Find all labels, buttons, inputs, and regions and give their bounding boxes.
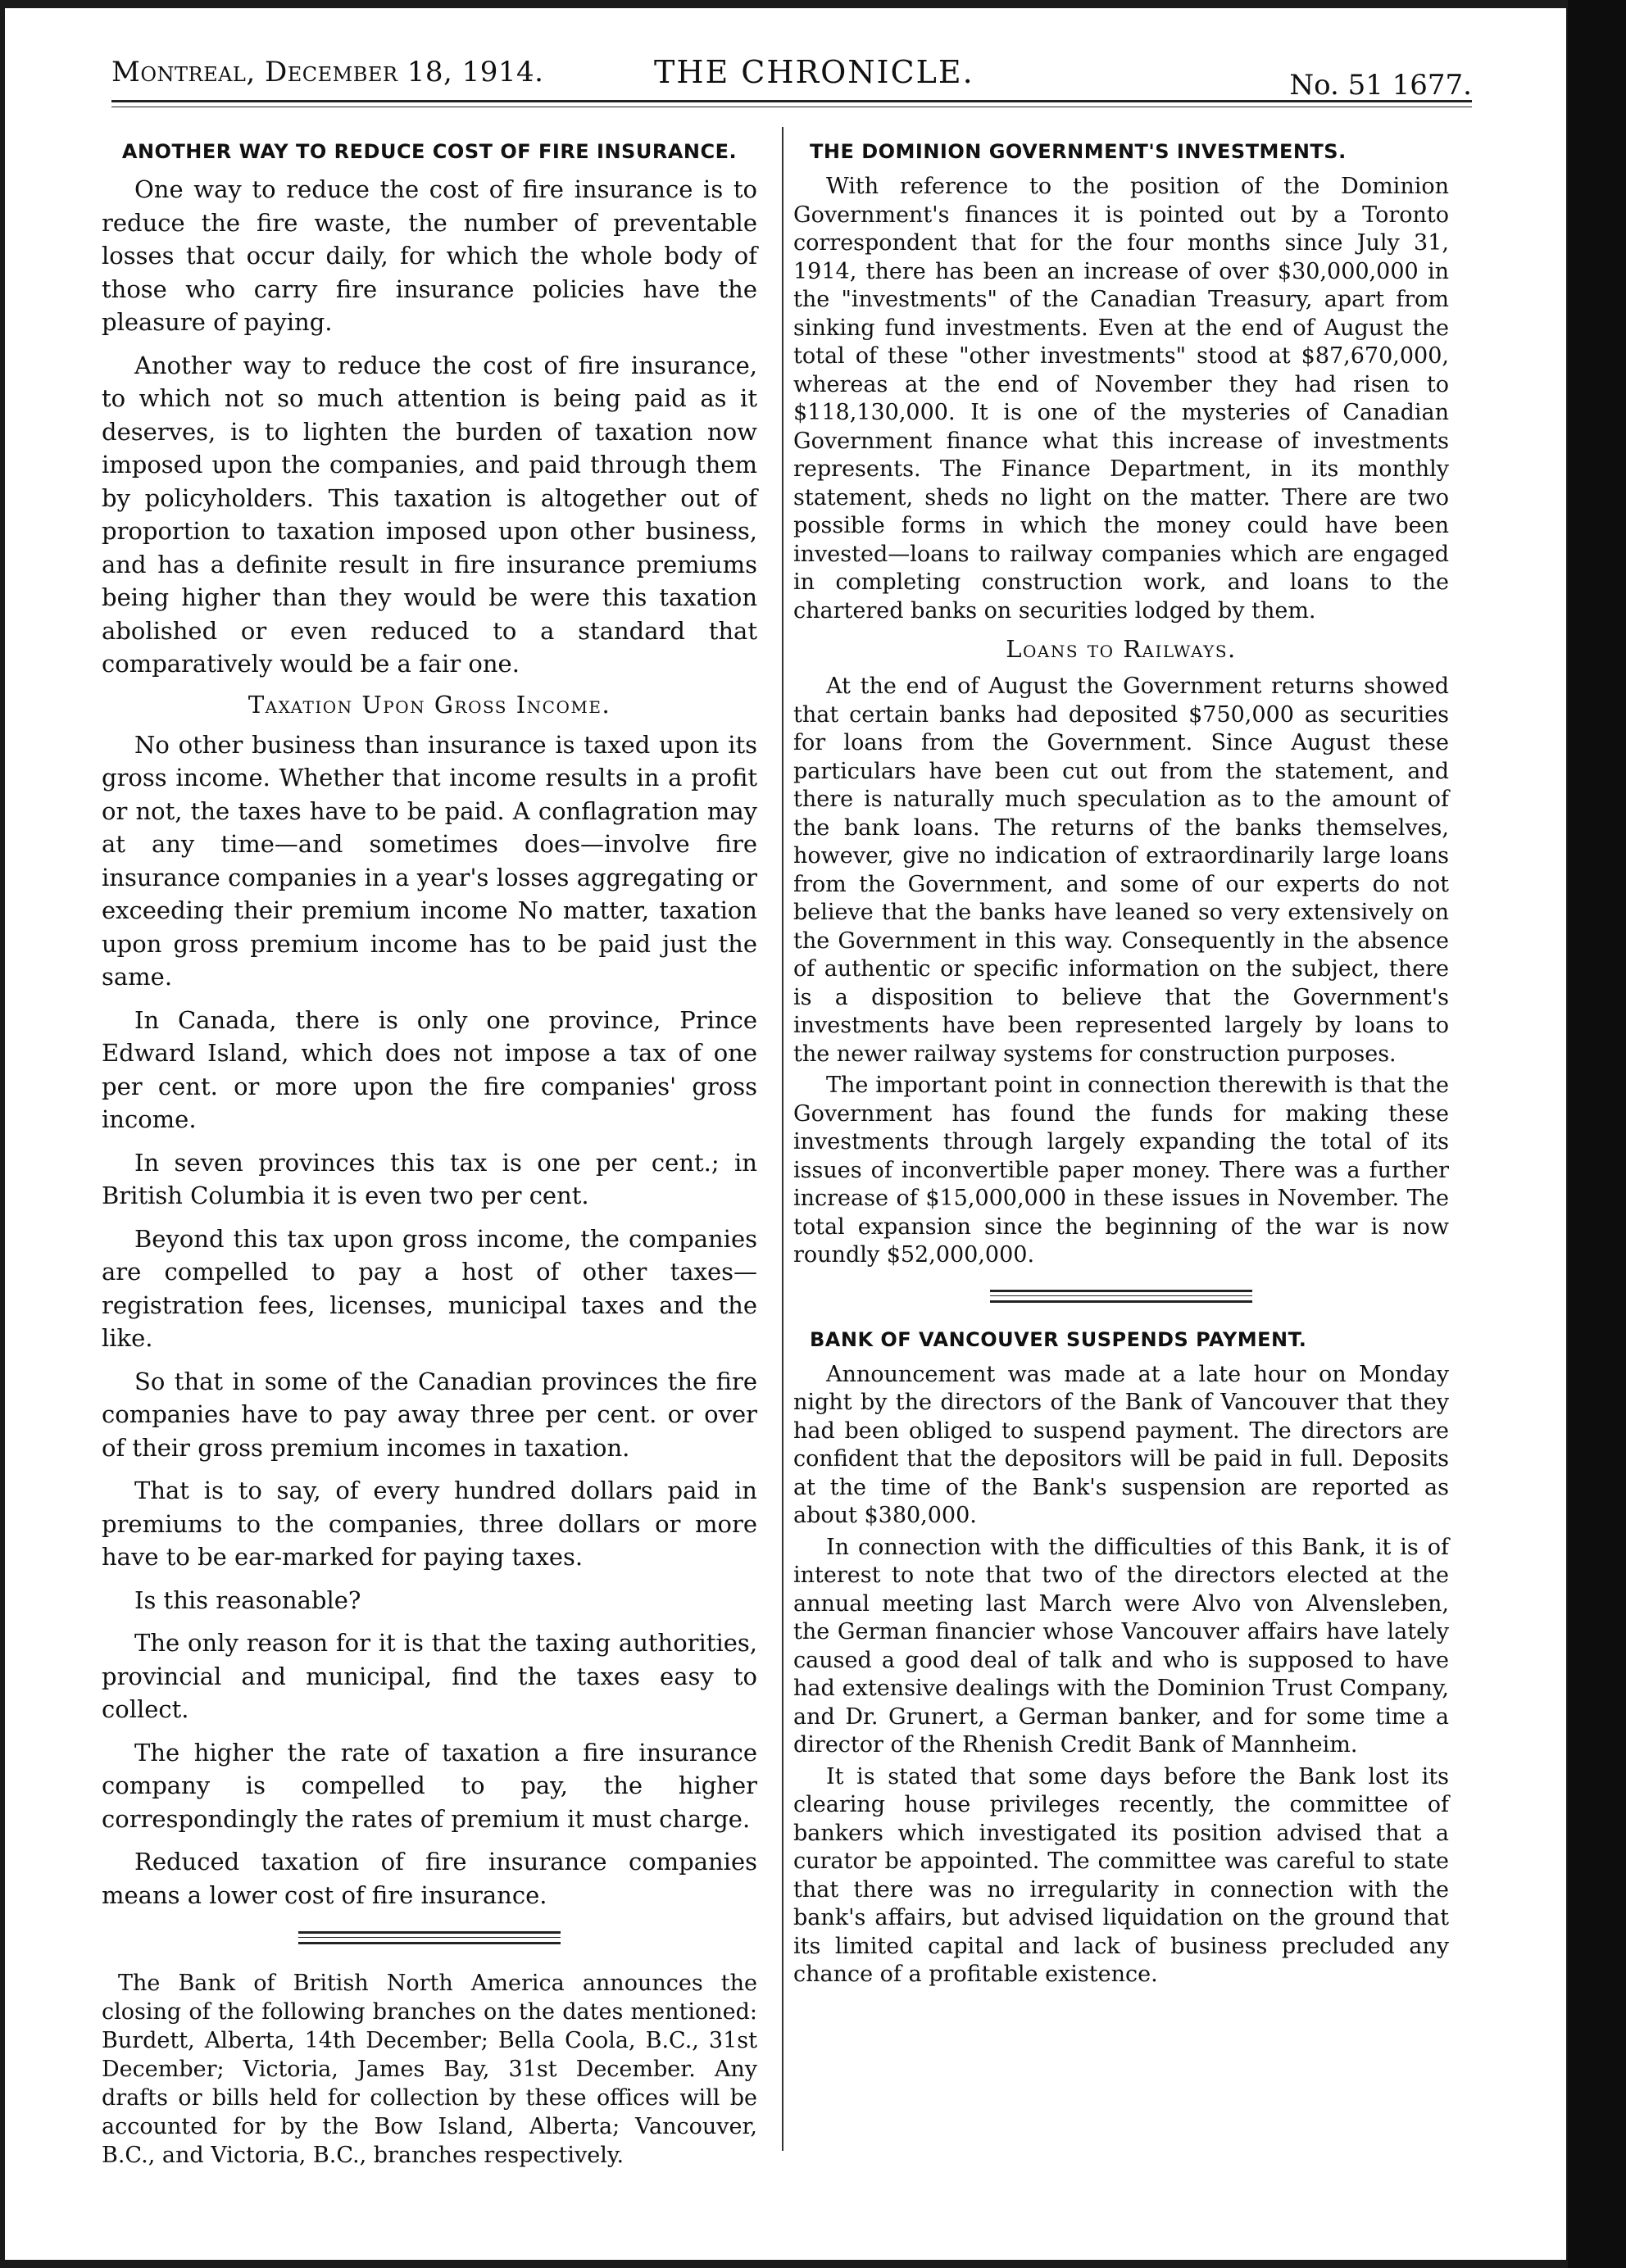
article-paragraph: In Canada, there is only one province, Prince Edward Island, which does not impose a tax of one per cent. or more upon the fire companies' gross income.: [102, 1005, 757, 1133]
article-paragraph: Beyond this tax upon gross income, the companies are compelled to pay a host of other taxes—registration fees, licenses, municipal taxes and the like.: [102, 1224, 757, 1352]
masthead-date: Montreal, December 18, 1914.: [111, 56, 544, 88]
article-paragraph: In seven provinces this tax is one per cent.; in British Columbia it is even two per cent.: [102, 1148, 757, 1209]
article-paragraph: With reference to the position of the Dominion Government's finances it is pointed out by a Toronto correspondent that for the four months since July 31, 1914, there has been an increase of over $30,000,000 in the "investments" of the Canadian Treasury, apart from sinking fund investments. Even at the end of August the total of these "other investments" stood at $87,670,000, whereas at the end of November they had risen to $118,130,000. It is one of the mysteries of Canadian Government finance what this increase of investments represents. The Finance Department, in its monthly statement, sheds no light on the matter. There are two possible forms in which the money could have been invested—loans to railway companies which are engaged in completing construction work, and loans to the chartered banks on securities lodged by them.: [793, 174, 1449, 624]
article-body-fire-insurance: [102, 173, 757, 1912]
section-divider: [990, 1290, 1252, 1304]
article-title-dominion-investments: THE DOMINION GOVERNMENT'S INVESTMENTS.: [810, 140, 1347, 163]
article-paragraph: Another way to reduce the cost of fire insurance, to which not so much attention is being paid as it deserves, is to lighten the burden of taxation now imposed upon the companies, and paid through them by policyholders. This taxation is altogether out of proportion to taxation imposed upon other business, and has a definite result in fire insurance premiums being higher than they would be were this taxation abolished or even reduced to a standard that comparatively would be a fair one.: [102, 351, 757, 678]
scan-edge: [1568, 0, 1626, 2268]
masthead: [111, 48, 1472, 102]
article-paragraph: No other business than insurance is taxed upon its gross income. Whether that income results in a profit or not, the taxes have to be paid. A conflagration may at any time—and sometimes does—involve fire insurance companies in a year's losses aggregating or exceeding their premium income No matter, taxation upon gross premium income has to be paid just the same.: [102, 730, 757, 991]
notice-paragraph: The Bank of British North America announces the closing of the following branches on the dates mentioned: Burdett, Alberta, 14th December; Bella Coola, B.C., 31st December; Victoria, James Bay, 31st December. Any drafts or bills held for collection by these offices will be accounted for by the Bow Island, Alberta; Vancouver, B.C., and Victoria, B.C., branches respectively.: [102, 1971, 757, 2168]
article-paragraph: It is stated that some days before the Bank lost its clearing house privileges recently, the committee of bankers which investigated its position advised that a curator be appointed. The committee was careful to state that there was no irregularity in connection with the bank's affairs, but advised liquidation on the ground that its limited capital and lack of business precluded any chance of a profitable existence.: [793, 1763, 1449, 1987]
right-column: [793, 139, 1449, 1993]
article-paragraph: At the end of August the Government returns showed that certain banks had deposited $750,000 as securities for loans from the Government. Since August these particulars have been cut out from the statement, and there is naturally much speculation as to the amount of the bank loans. The returns of the banks themselves, however, give no indication of extraordinarily large loans from the Government, and some of our experts do not believe that the banks have leaned so very extensively on the Government in this way. Consequently in the absence of authentic or specific information on the subject, there is a disposition to believe that the Government's investments have been represented largely by loans to the newer railway systems for construction purposes.: [793, 674, 1449, 1067]
bank-notice: [102, 1969, 757, 2170]
article-paragraph: Reduced taxation of fire insurance companies means a lower cost of fire insurance.: [102, 1848, 757, 1909]
masthead-title: THE CHRONICLE.: [654, 54, 974, 90]
subhead-loans-to-railways: Loans to Railways.: [1006, 635, 1237, 663]
article-paragraph: The only reason for it is that the taxing authorities, provincial and municipal, find the taxes easy to collect.: [102, 1629, 757, 1723]
article-paragraph: That is to say, of every hundred dollars paid in premiums to the companies, three dollars or more have to be ear-marked for paying taxes.: [102, 1476, 757, 1571]
article-paragraph: In connection with the difficulties of this Bank, it is of interest to note that two of the directors elected at the annual meeting last March were Alvo von Alvensleben, the German financier whose Vancouver affairs have lately caused a good deal of talk and who is supposed to have had extensive dealings with the Dominion Trust Company, and Dr. Grunert, a German banker, and for some time a director of the Rhenish Credit Bank of Mannheim.: [793, 1534, 1449, 1758]
column-separator: [782, 127, 783, 2151]
article-title-fire-insurance: ANOTHER WAY TO REDUCE COST OF FIRE INSURANCE.: [121, 140, 738, 163]
article-body-bank-of-vancouver: [793, 1361, 1449, 1989]
article-paragraph: The higher the rate of taxation a fire insurance company is compelled to pay, the higher correspondingly the rates of premium it must charge.: [102, 1738, 757, 1833]
article-body-dominion-investments: [793, 173, 1449, 1270]
masthead-page-number: No. 51 1677.: [1289, 69, 1472, 102]
article-paragraph: So that in some of the Canadian provinces the fire companies have to pay away three per cent. or over of their gross premium incomes in taxation.: [102, 1367, 757, 1462]
article-title-bank-of-vancouver: BANK OF VANCOUVER SUSPENDS PAYMENT.: [810, 1327, 1307, 1351]
article-paragraph: One way to reduce the cost of fire insurance is to reduce the fire waste, the number of preventable losses that occur daily, for which the whole body of those who carry fire insurance policies have the pleasure of paying.: [102, 175, 757, 336]
article-paragraph: Announcement was made at a late hour on Monday night by the directors of the Bank of Vancouver that they had been obliged to suspend payment. The directors are confident that the depositors will be paid in full. Deposits at the time of the Bank's suspension are reported as about $380,000.: [793, 1361, 1449, 1528]
masthead-rule: [111, 100, 1472, 102]
section-divider: [298, 1931, 561, 1946]
subhead-taxation: Taxation Upon Gross Income.: [248, 690, 611, 719]
article-paragraph: Is this reasonable?: [134, 1585, 361, 1614]
newspaper-page: [5, 8, 1566, 2260]
left-column: [102, 139, 757, 2170]
article-paragraph: The important point in connection therewith is that the Government has found the funds for making these investments through largely expanding the total of its issues of inconvertible paper money. There was a further increase of $15,000,000 in these issues in November. The total expansion since the beginning of the war is now roundly $52,000,000.: [793, 1073, 1449, 1268]
